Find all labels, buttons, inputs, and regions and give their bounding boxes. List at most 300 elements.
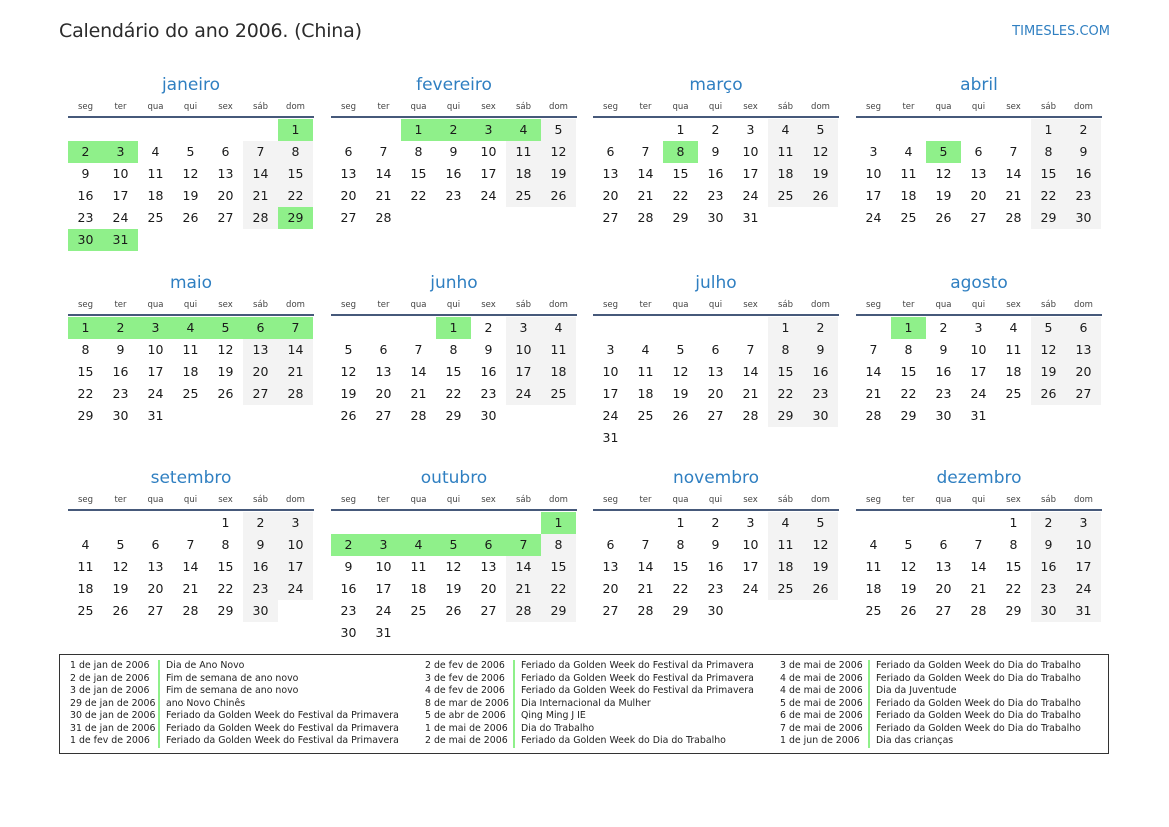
weekday-label: sex	[481, 495, 496, 505]
day-cell: 20	[602, 581, 619, 596]
holiday-day-cell: 2	[331, 534, 366, 556]
day-cell: 7	[641, 144, 650, 159]
day-cell: 28	[742, 408, 759, 423]
weekday-label: seg	[865, 300, 882, 310]
weekday-label: sáb	[515, 102, 532, 112]
day-cell: 18	[900, 188, 917, 203]
day-cell: 4	[869, 537, 878, 552]
day-cell: 3	[278, 512, 313, 534]
day-cell: 16	[1066, 163, 1101, 185]
weekday-label: sáb	[515, 495, 532, 505]
weekday-label: sáb	[1040, 300, 1057, 310]
day-grid	[593, 317, 839, 449]
weekday-label: dom	[811, 102, 830, 112]
day-cell: 29	[1005, 603, 1022, 618]
day-cell: 29	[900, 408, 917, 423]
day-cell: 28	[278, 383, 313, 405]
holiday-name: Feriado da Golden Week do Dia do Trabalho	[868, 710, 1081, 723]
day-cell: 13	[147, 559, 164, 574]
weekday-label: seg	[602, 300, 619, 310]
holiday-date: 2 de fev de 2006	[425, 660, 505, 671]
day-cell: 10	[742, 537, 759, 552]
day-cell: 12	[900, 559, 917, 574]
month-name: abril	[960, 75, 998, 95]
day-cell: 27	[602, 603, 619, 618]
weekday-label: dom	[1074, 300, 1093, 310]
holiday-day-cell: 30	[68, 229, 103, 251]
weekday-label: dom	[1074, 495, 1093, 505]
day-cell: 26	[217, 386, 234, 401]
empty-cell	[961, 512, 996, 534]
day-cell: 29	[672, 210, 689, 225]
empty-cell	[506, 512, 541, 534]
day-cell: 8	[904, 342, 913, 357]
day-cell: 17	[278, 556, 313, 578]
day-cell: 25	[147, 210, 164, 225]
page-title: Calendário do ano 2006. (China)	[59, 20, 362, 42]
day-cell: 4	[151, 144, 160, 159]
empty-cell	[891, 512, 926, 534]
weekday-label: seg	[77, 495, 94, 505]
empty-cell	[243, 119, 278, 141]
day-cell: 25	[77, 603, 94, 618]
day-cell: 8	[676, 537, 685, 552]
holiday-date: 30 de jan de 2006	[70, 710, 156, 721]
holiday-date: 3 de fev de 2006	[425, 672, 505, 684]
weekday-label: dom	[286, 495, 305, 505]
day-cell: 14	[375, 166, 392, 181]
holiday-name: Qing Ming J IE	[513, 710, 586, 723]
day-cell: 20	[970, 188, 987, 203]
day-cell: 15	[900, 364, 917, 379]
day-cell: 11	[77, 559, 94, 574]
day-cell: 7	[243, 141, 278, 163]
day-cell: 19	[541, 163, 576, 185]
empty-cell	[926, 512, 961, 534]
day-cell: 26	[672, 408, 689, 423]
weekday-label: sáb	[777, 300, 794, 310]
day-cell: 13	[480, 559, 497, 574]
day-cell: 12	[541, 141, 576, 163]
day-cell: 18	[768, 163, 803, 185]
day-cell: 1	[676, 515, 685, 530]
month-julho	[593, 272, 839, 449]
holiday-date: 5 de abr de 2006	[425, 710, 506, 721]
day-cell: 7	[186, 537, 195, 552]
day-cell: 22	[410, 188, 427, 203]
day-cell: 21	[865, 386, 882, 401]
weekday-label: qua	[935, 300, 952, 310]
day-cell: 20	[243, 361, 278, 383]
day-cell: 15	[1031, 163, 1066, 185]
day-cell: 31	[742, 210, 759, 225]
day-cell: 15	[410, 166, 427, 181]
weekday-header	[331, 298, 577, 316]
day-cell: 11	[768, 141, 803, 163]
day-cell: 14	[243, 163, 278, 185]
weekday-label: qui	[183, 300, 198, 310]
day-cell: 18	[637, 386, 654, 401]
holiday-name: Fim de semana de ano novo	[158, 685, 298, 698]
legend-row	[70, 735, 425, 748]
holiday-date: 4 de mai de 2006	[780, 672, 863, 684]
holiday-name: Feriado da Golden Week do Dia do Trabalho	[868, 723, 1081, 736]
weekday-label: qui	[446, 102, 461, 112]
weekday-header	[331, 100, 577, 118]
day-cell: 28	[970, 603, 987, 618]
weekday-header	[593, 298, 839, 316]
weekday-header	[68, 298, 314, 316]
day-cell: 22	[445, 386, 462, 401]
day-cell: 11	[506, 141, 541, 163]
day-cell: 17	[970, 364, 987, 379]
weekday-label: sáb	[252, 495, 269, 505]
day-cell: 12	[112, 559, 129, 574]
day-cell: 14	[637, 166, 654, 181]
day-cell: 26	[541, 185, 576, 207]
day-cell: 16	[803, 361, 838, 383]
day-cell: 29	[541, 600, 576, 622]
empty-cell	[68, 119, 103, 141]
day-cell: 22	[541, 578, 576, 600]
day-cell: 26	[340, 408, 357, 423]
weekday-label: sex	[743, 102, 758, 112]
month-name: dezembro	[936, 468, 1022, 488]
day-cell: 9	[344, 559, 353, 574]
legend-row	[425, 698, 780, 711]
day-cell: 24	[742, 581, 759, 596]
empty-cell	[628, 317, 663, 339]
weekday-label: ter	[114, 495, 127, 505]
holiday-day-cell: 5	[208, 317, 243, 339]
day-cell: 8	[278, 141, 313, 163]
weekday-label: sáb	[1040, 102, 1057, 112]
day-cell: 7	[1009, 144, 1018, 159]
day-cell: 18	[147, 188, 164, 203]
holiday-day-cell: 31	[103, 229, 138, 251]
weekday-label: sex	[743, 495, 758, 505]
day-cell: 11	[900, 166, 917, 181]
day-cell: 9	[939, 342, 948, 357]
empty-cell	[68, 512, 103, 534]
holiday-day-cell: 3	[138, 317, 173, 339]
day-cell: 21	[637, 581, 654, 596]
day-cell: 9	[116, 342, 125, 357]
weekday-label: sáb	[515, 300, 532, 310]
legend-row	[70, 698, 425, 711]
day-cell: 16	[112, 364, 129, 379]
day-cell: 17	[602, 386, 619, 401]
weekday-label: ter	[114, 102, 127, 112]
day-cell: 19	[803, 556, 838, 578]
empty-cell	[401, 512, 436, 534]
day-cell: 5	[541, 119, 576, 141]
day-cell: 17	[112, 188, 129, 203]
day-cell: 23	[243, 578, 278, 600]
holiday-date: 1 de jan de 2006	[70, 660, 150, 671]
day-cell: 2	[939, 320, 948, 335]
day-cell: 31	[375, 625, 392, 640]
day-cell: 17	[865, 188, 882, 203]
month-name: março	[689, 75, 743, 95]
day-cell: 8	[768, 339, 803, 361]
weekday-label: qua	[410, 300, 427, 310]
month-março	[593, 74, 839, 229]
day-cell: 16	[445, 166, 462, 181]
holiday-name: Fim de semana de ano novo	[158, 673, 298, 686]
weekday-label: qua	[147, 300, 164, 310]
day-cell: 6	[344, 144, 353, 159]
holiday-day-cell: 3	[471, 119, 506, 141]
holiday-name: Dia do Trabalho	[513, 723, 594, 736]
holiday-day-cell: 4	[401, 534, 436, 556]
weekday-label: seg	[340, 300, 357, 310]
day-cell: 8	[541, 534, 576, 556]
empty-cell	[331, 317, 366, 339]
weekday-header	[593, 100, 839, 118]
brand-link[interactable]: TIMESLES.COM	[1012, 24, 1110, 39]
month-novembro	[593, 467, 839, 622]
weekday-label: seg	[340, 102, 357, 112]
day-cell: 26	[935, 210, 952, 225]
holiday-day-cell: 1	[278, 119, 313, 141]
day-cell: 12	[935, 166, 952, 181]
weekday-label: sex	[481, 300, 496, 310]
month-name: outubro	[420, 468, 488, 488]
day-cell: 6	[379, 342, 388, 357]
weekday-label: sáb	[252, 102, 269, 112]
day-cell: 15	[541, 556, 576, 578]
day-cell: 17	[742, 166, 759, 181]
day-cell: 5	[803, 512, 838, 534]
day-grid	[593, 119, 839, 229]
day-cell: 7	[379, 144, 388, 159]
day-cell: 13	[602, 559, 619, 574]
empty-cell	[366, 317, 401, 339]
day-cell: 29	[445, 408, 462, 423]
day-cell: 5	[803, 119, 838, 141]
weekday-header	[856, 493, 1102, 511]
day-cell: 24	[278, 578, 313, 600]
day-cell: 1	[221, 515, 230, 530]
day-cell: 5	[116, 537, 125, 552]
day-cell: 22	[1005, 581, 1022, 596]
day-cell: 25	[768, 578, 803, 600]
holiday-name: Dia Internacional da Mulher	[513, 698, 651, 711]
day-cell: 7	[641, 537, 650, 552]
day-cell: 6	[711, 342, 720, 357]
day-cell: 13	[340, 166, 357, 181]
day-cell: 15	[1005, 559, 1022, 574]
holiday-day-cell: 8	[663, 141, 698, 163]
day-cell: 27	[217, 210, 234, 225]
weekday-label: qui	[971, 300, 986, 310]
day-cell: 1	[768, 317, 803, 339]
day-cell: 6	[1066, 317, 1101, 339]
month-name: maio	[169, 273, 213, 293]
day-cell: 20	[602, 188, 619, 203]
day-cell: 14	[970, 559, 987, 574]
empty-cell	[366, 512, 401, 534]
holiday-date: 5 de mai de 2006	[780, 697, 863, 709]
holiday-legend	[59, 654, 1109, 754]
weekday-label: sáb	[1040, 495, 1057, 505]
empty-cell	[593, 119, 628, 141]
day-cell: 20	[147, 581, 164, 596]
holiday-date: 3 de jan de 2006	[70, 685, 150, 696]
day-cell: 8	[221, 537, 230, 552]
day-cell: 27	[1066, 383, 1101, 405]
day-grid	[331, 512, 577, 644]
day-cell: 12	[217, 342, 234, 357]
weekday-label: dom	[549, 495, 568, 505]
legend-row	[425, 673, 780, 686]
day-cell: 18	[77, 581, 94, 596]
empty-cell	[856, 317, 891, 339]
day-cell: 15	[768, 361, 803, 383]
legend-row	[780, 735, 1120, 748]
day-cell: 20	[340, 188, 357, 203]
legend-column	[780, 660, 1120, 753]
weekday-label: ter	[639, 300, 652, 310]
day-cell: 9	[1031, 534, 1066, 556]
day-grid	[856, 317, 1102, 427]
holiday-name: Feriado da Golden Week do Festival da Primavera	[158, 710, 399, 723]
day-grid	[331, 119, 577, 229]
empty-cell	[593, 512, 628, 534]
day-cell: 5	[676, 342, 685, 357]
day-cell: 14	[410, 364, 427, 379]
day-cell: 12	[340, 364, 357, 379]
day-cell: 23	[707, 188, 724, 203]
weekday-label: ter	[377, 300, 390, 310]
day-cell: 19	[900, 581, 917, 596]
day-cell: 11	[865, 559, 882, 574]
day-cell: 6	[606, 537, 615, 552]
day-cell: 28	[375, 210, 392, 225]
day-cell: 27	[480, 603, 497, 618]
weekday-label: seg	[340, 495, 357, 505]
day-cell: 7	[974, 537, 983, 552]
day-cell: 28	[506, 600, 541, 622]
weekday-header	[68, 493, 314, 511]
empty-cell	[593, 317, 628, 339]
empty-cell	[436, 512, 471, 534]
day-cell: 5	[344, 342, 353, 357]
legend-row	[425, 710, 780, 723]
day-cell: 17	[1066, 556, 1101, 578]
day-cell: 13	[217, 166, 234, 181]
weekday-label: seg	[602, 102, 619, 112]
day-cell: 16	[935, 364, 952, 379]
holiday-date: 1 de mai de 2006	[425, 722, 508, 734]
day-cell: 17	[147, 364, 164, 379]
day-cell: 16	[1031, 556, 1066, 578]
day-cell: 26	[182, 210, 199, 225]
day-cell: 16	[707, 166, 724, 181]
day-cell: 8	[414, 144, 423, 159]
day-cell: 11	[147, 166, 164, 181]
day-cell: 14	[506, 556, 541, 578]
day-cell: 18	[541, 361, 576, 383]
day-cell: 19	[1031, 361, 1066, 383]
day-cell: 11	[637, 364, 654, 379]
empty-cell	[961, 119, 996, 141]
day-cell: 27	[340, 210, 357, 225]
empty-cell	[628, 512, 663, 534]
day-cell: 20	[480, 581, 497, 596]
empty-cell	[856, 119, 891, 141]
month-name: novembro	[672, 468, 760, 488]
month-janeiro	[68, 74, 314, 251]
day-cell: 25	[410, 603, 427, 618]
day-cell: 7	[414, 342, 423, 357]
month-name: fevereiro	[416, 75, 492, 95]
day-cell: 12	[672, 364, 689, 379]
day-cell: 12	[803, 534, 838, 556]
day-cell: 30	[707, 210, 724, 225]
holiday-date: 7 de mai de 2006	[780, 722, 863, 734]
weekday-label: seg	[77, 300, 94, 310]
day-cell: 13	[1066, 339, 1101, 361]
day-cell: 19	[340, 386, 357, 401]
weekday-label: sex	[743, 300, 758, 310]
holiday-date: 2 de jan de 2006	[70, 672, 150, 684]
empty-cell	[471, 512, 506, 534]
day-cell: 10	[1066, 534, 1101, 556]
day-cell: 10	[970, 342, 987, 357]
holiday-name: Feriado da Golden Week do Festival da Primavera	[158, 723, 399, 736]
day-cell: 23	[803, 383, 838, 405]
day-cell: 14	[278, 339, 313, 361]
weekday-label: dom	[549, 102, 568, 112]
legend-row	[70, 673, 425, 686]
legend-row	[425, 723, 780, 736]
day-cell: 12	[182, 166, 199, 181]
day-cell: 4	[904, 144, 913, 159]
empty-cell	[138, 119, 173, 141]
weekday-label: ter	[902, 495, 915, 505]
day-grid	[68, 119, 314, 251]
day-cell: 24	[865, 210, 882, 225]
holiday-date: 1 de fev de 2006	[70, 735, 150, 746]
holiday-name: Feriado da Golden Week do Festival da Primavera	[513, 660, 754, 673]
day-cell: 23	[445, 188, 462, 203]
day-cell: 13	[375, 364, 392, 379]
day-cell: 3	[869, 144, 878, 159]
day-cell: 19	[445, 581, 462, 596]
day-cell: 22	[1031, 185, 1066, 207]
day-cell: 2	[1066, 119, 1101, 141]
day-cell: 27	[147, 603, 164, 618]
day-cell: 13	[602, 166, 619, 181]
day-cell: 17	[742, 559, 759, 574]
day-cell: 19	[217, 364, 234, 379]
day-cell: 26	[445, 603, 462, 618]
day-cell: 2	[803, 317, 838, 339]
weekday-label: qui	[446, 300, 461, 310]
legend-row	[70, 685, 425, 698]
day-cell: 20	[375, 386, 392, 401]
day-cell: 24	[480, 188, 497, 203]
day-cell: 5	[1031, 317, 1066, 339]
holiday-day-cell: 5	[436, 534, 471, 556]
day-cell: 8	[449, 342, 458, 357]
month-agosto	[856, 272, 1102, 427]
day-cell: 2	[484, 320, 493, 335]
day-cell: 7	[746, 342, 755, 357]
day-cell: 24	[1066, 578, 1101, 600]
